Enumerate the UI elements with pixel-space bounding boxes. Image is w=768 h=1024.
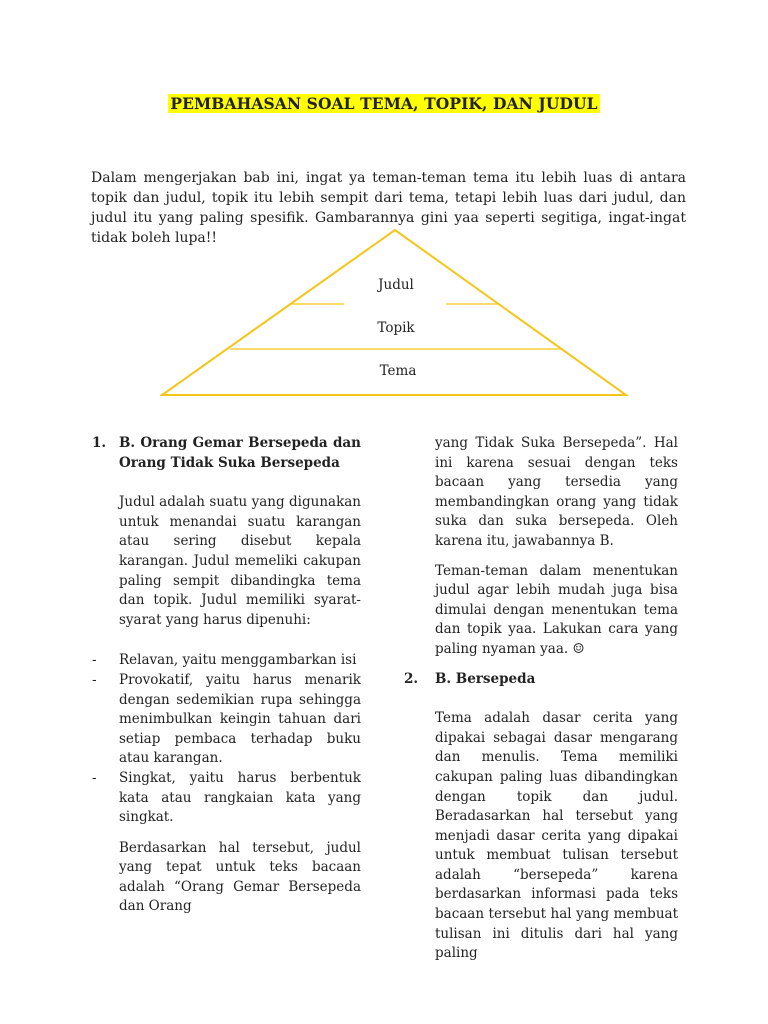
left-column <box>92 434 361 917</box>
question-1-answer: B. Orang Gemar Bersepeda dan Orang Tidak Suka Bersepeda <box>119 435 361 471</box>
tema-definition-paragraph: Tema adalah dasar cerita yang dipakai sebagai dasar mengarang dan menulis. Tema memiliki cakupan paling luas dibandingkan dengan topik dan judul. Beradasarkan hal tersebut yang menjadi dasar cerita yang dipakai untuk membuat tulisan tersebut adalah “bersepeda” karena berdasarkan informasi pada teks bacaan tersebut hal yang membuat tulisan ini ditulis dari hal yang paling <box>435 710 678 962</box>
list-item: - Singkat, yaitu harus berbentuk kata atau rangkaian kata yang singkat. <box>119 769 361 828</box>
right-column <box>404 434 678 964</box>
question-2-number: 2. <box>404 670 419 687</box>
list-item: - Provokatif, yaitu harus menarik dengan sedemikian rupa sehingga menimbulkan keingin tahuan dari setiap pembaca terhadap buku atau karangan. <box>119 671 361 769</box>
judul-definition-paragraph: Judul adalah suatu yang digunakan untuk menandai suatu karangan atau sering disebut kepala karangan. Judul memeliki cakupan paling sempit dibandingka tema dan topik. Judul memiliki syarat-syarat yang harus dipenuhi: <box>119 494 361 628</box>
judul-conclusion-continued: yang Tidak Suka Bersepeda”. Hal ini karena sesuai dengan teks bacaan yang tersedia yang membandingkan orang yang tidak suka dan suka bersepeda. Oleh karena itu, jawabannya B. <box>435 435 678 549</box>
page-title <box>0 94 768 113</box>
pyramid-label-judul: Judul <box>378 277 414 293</box>
question-2-heading <box>404 670 678 690</box>
list-item: - Relavan, yaitu menggambarkan isi <box>119 651 361 671</box>
question-1-number: 1. <box>92 435 107 451</box>
pyramid-label-topik: Topik <box>377 320 415 336</box>
title-highlight: PEMBAHASAN SOAL TEMA, TOPIK, DAN JUDUL <box>170 94 598 113</box>
judul-requirements-list <box>119 651 361 827</box>
pyramid-label-tema: Tema <box>379 363 417 379</box>
judul-conclusion-paragraph: Berdasarkan hal tersebut, judul yang tepat untuk teks bacaan adalah “Orang Gemar Bersepeda dan Orang <box>119 839 361 915</box>
intro-paragraph: Dalam mengerjakan bab ini, ingat ya teman-teman tema itu lebih luas di antara topik dan judul, topik itu lebih sempit dari tema, tetapi lebih luas dari judul, dan judul itu yang paling spesifik. Gambarannya gini yaa seperti segitiga, ingat-ingat tidak boleh lupa!! <box>91 170 686 246</box>
question-2-answer: B. Bersepeda <box>435 670 536 687</box>
judul-tip-paragraph: Teman-teman dalam menentukan judul agar lebih mudah juga bisa dimulai dengan menentukan tema dan topik yaa. Lakukan cara yang paling nyaman yaa. ☺ <box>435 562 678 657</box>
question-1-heading <box>92 434 361 473</box>
